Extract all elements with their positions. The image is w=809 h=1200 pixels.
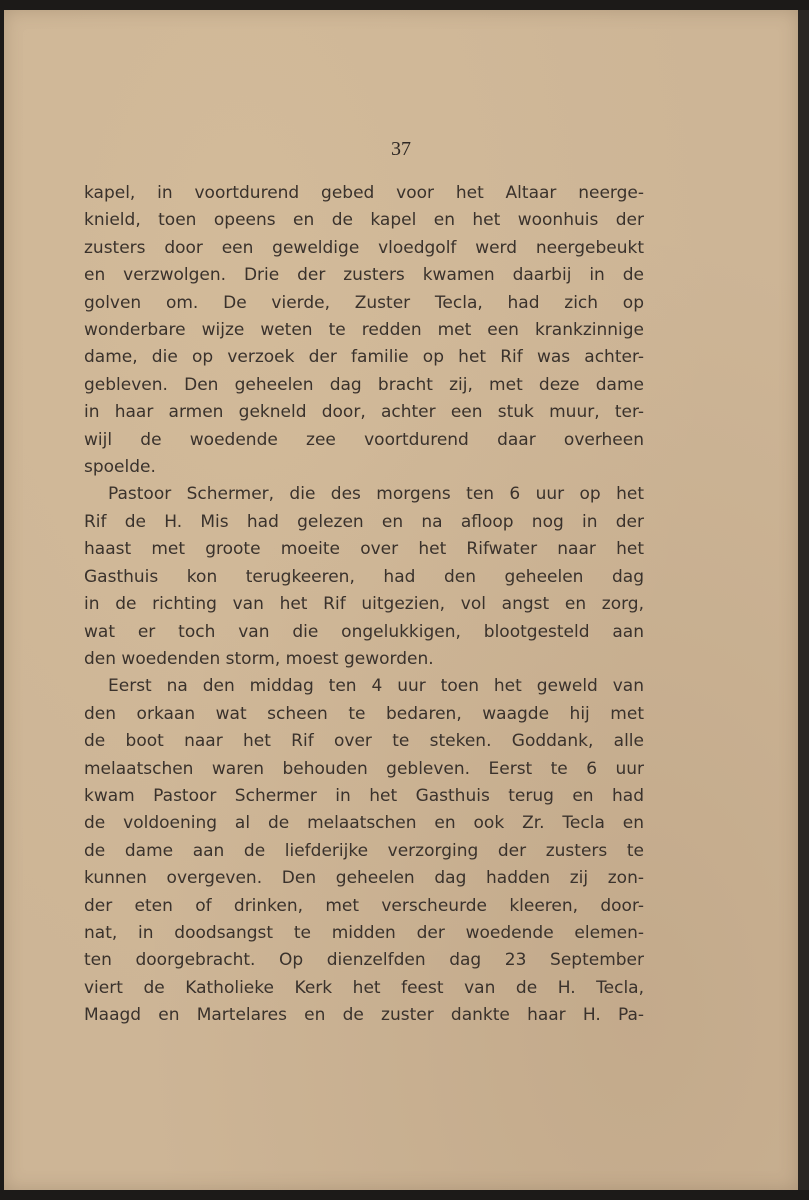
text-line: zusters door een geweldige vloedgolf werd neergebeukt bbox=[84, 237, 644, 258]
text-line: kunnen overgeven. Den geheelen dag hadden zij zon- bbox=[84, 868, 644, 889]
page-number: 37 bbox=[391, 138, 411, 160]
text-line: de boot naar het Rif over te steken. Goddank, alle bbox=[84, 731, 644, 752]
text-line: gebleven. Den geheelen dag bracht zij, met deze dame bbox=[84, 374, 644, 395]
text-line: Rif de H. Mis had gelezen en na afloop nog in der bbox=[84, 511, 644, 532]
text-line: en verzwolgen. Drie der zusters kwamen daarbij in de bbox=[84, 265, 644, 286]
text-line: spoelde. bbox=[84, 457, 156, 478]
text-line: in haar armen gekneld door, achter een stuk muur, ter- bbox=[84, 402, 644, 423]
text-line: Maagd en Martelares en de zuster dankte haar H. Pa- bbox=[84, 1005, 644, 1026]
text-line: haast met groote moeite over het Rifwater naar het bbox=[84, 539, 644, 560]
text-line: de voldoening al de melaatschen en ook Zr. Tecla en bbox=[84, 813, 644, 834]
text-line: nat, in doodsangst te midden der woedende elemen- bbox=[84, 922, 644, 943]
text-line: Eerst na den middag ten 4 uur toen het geweld van bbox=[108, 676, 644, 697]
text-line: in de richting van het Rif uitgezien, vol angst en zorg, bbox=[84, 594, 644, 615]
text-line: Gasthuis kon terugkeeren, had den geheelen dag bbox=[84, 566, 644, 587]
book-page bbox=[4, 10, 798, 1190]
text-line: wonderbare wijze weten te redden met een krankzinnige bbox=[84, 320, 644, 341]
body-text bbox=[84, 180, 644, 1030]
text-line: ten doorgebracht. Op dienzelfden dag 23 September bbox=[84, 950, 644, 971]
page-edge bbox=[798, 10, 809, 1190]
text-line: golven om. De vierde, Zuster Tecla, had zich op bbox=[84, 292, 644, 313]
text-line: kwam Pastoor Schermer in het Gasthuis terug en had bbox=[84, 785, 644, 806]
text-line: dame, die op verzoek der familie op het Rif was achter- bbox=[84, 347, 644, 368]
text-line: de dame aan de liefderijke verzorging der zusters te bbox=[84, 840, 644, 861]
text-line: kapel, in voortdurend gebed voor het Altaar neerge- bbox=[84, 183, 644, 203]
text-line: knield, toen opeens en de kapel en het woonhuis der bbox=[84, 210, 644, 231]
text-line: den orkaan wat scheen te bedaren, waagde hij met bbox=[84, 703, 644, 724]
text-line: wat er toch van die ongelukkigen, blootgesteld aan bbox=[84, 621, 644, 642]
text-line: der eten of drinken, met verscheurde kleeren, door- bbox=[84, 895, 644, 916]
text-line: wijl de woedende zee voortdurend daar overheen bbox=[84, 429, 644, 450]
text-line: viert de Katholieke Kerk het feest van de H. Tecla, bbox=[84, 977, 644, 998]
text-line: den woedenden storm, moest geworden. bbox=[84, 648, 434, 669]
text-line: melaatschen waren behouden gebleven. Eerst te 6 uur bbox=[84, 758, 644, 779]
text-line: Pastoor Schermer, die des morgens ten 6 uur op het bbox=[108, 484, 644, 505]
